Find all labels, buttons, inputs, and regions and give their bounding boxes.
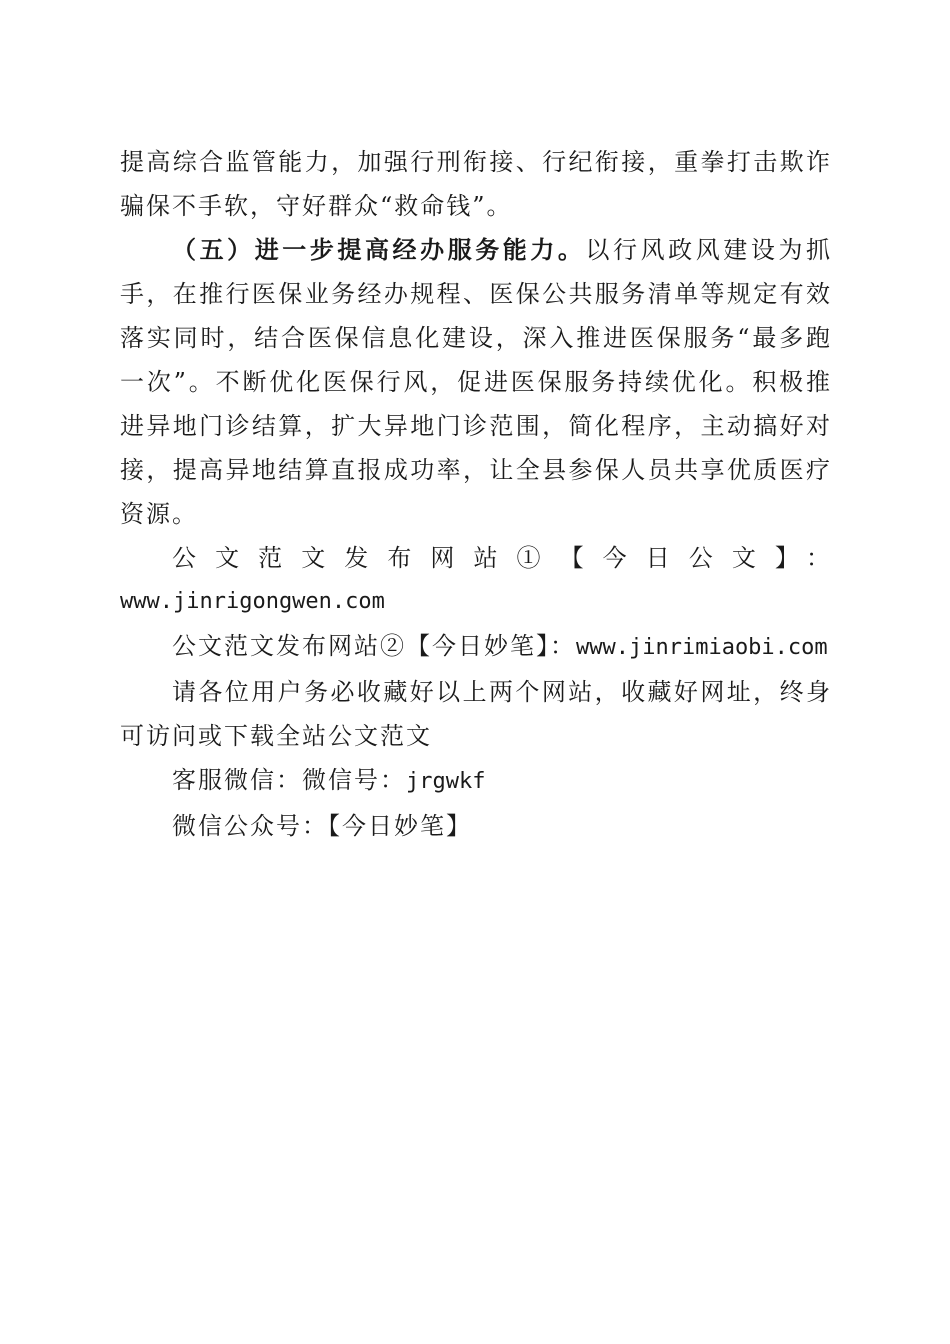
- wechat-service-line: [120, 758, 832, 804]
- paragraph-2-body: 以行风政风建设为抓手，在推行医保业务经办规程、医保公共服务清单等规定有效落实同时，结合医保信息化建设，深入推进医保服务“最多跑一次”。不断优化医保行风，促进医保服务持续优化。积极推进异地门诊结算，扩大异地门诊范围，简化程序，主动搞好对接，提高异地结算直报成功率，让全县参保人员共享优质医疗资源。: [120, 236, 833, 528]
- wechat-service-label: 客服微信：微信号：: [172, 766, 406, 794]
- site2-url[interactable]: www.jinrimiaobi.com: [576, 635, 828, 660]
- wechat-id: jrgwkf: [406, 769, 486, 794]
- document-page: [120, 140, 832, 848]
- paragraph-2: [120, 228, 832, 536]
- wechat-public-account: 微信公众号：【今日妙笔】: [172, 812, 472, 840]
- site1-url[interactable]: www.jinrigongwen.com: [120, 589, 385, 614]
- section-heading-5: （五）进一步提高经办服务能力。: [172, 235, 586, 264]
- site1-label: 公文范文发布网站①【今日公文】：: [172, 544, 832, 572]
- site2-line: [120, 624, 832, 670]
- paragraph-1: 提高综合监管能力，加强行刑衔接、行纪衔接，重拳打击欺诈骗保不手软，守好群众“救命钱”。: [120, 148, 832, 220]
- bookmark-notice: 请各位用户务必收藏好以上两个网站，收藏好网址，终身可访问或下载全站公文范文: [120, 678, 832, 750]
- site2-label: 公文范文发布网站②【今日妙笔】：: [172, 632, 576, 660]
